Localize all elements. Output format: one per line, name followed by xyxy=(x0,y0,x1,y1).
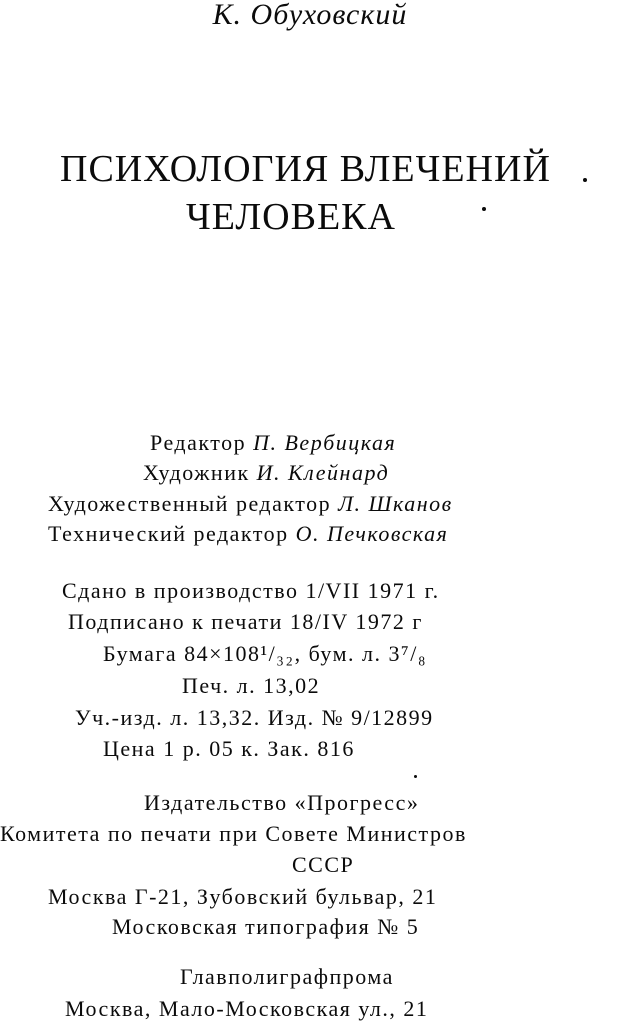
imprint-line: Печ. л. 13,02 xyxy=(182,673,321,698)
imprint-line: Сдано в производство 1/VII 1971 г. xyxy=(62,578,440,603)
stray-dot xyxy=(583,178,587,182)
credit-art-editor xyxy=(48,493,453,515)
imprint-line: Подписано к печати 18/IV 1972 г xyxy=(68,609,423,634)
publisher-line: Московская типография № 5 xyxy=(112,914,420,939)
publisher-line: Издательство «Прогресс» xyxy=(144,790,420,815)
stray-dot xyxy=(482,207,486,211)
credit-tech-editor xyxy=(48,523,448,545)
printer-line: Москва, Мало-Московская ул., 21 xyxy=(65,996,429,1021)
imprint-line: Бумага 84×108¹/₃₂, бум. л. 3⁷/₈ xyxy=(103,641,427,666)
credit-role: Редактор xyxy=(150,430,247,455)
credit-role: Технический редактор xyxy=(48,521,289,546)
imprint-line: Уч.-изд. л. 13,32. Изд. № 9/12899 xyxy=(75,705,434,730)
credit-role: Художественный редактор xyxy=(48,491,332,516)
stray-dot xyxy=(414,775,417,778)
book-title-line-1: ПСИХОЛОГИЯ ВЛЕЧЕНИЙ xyxy=(60,148,551,190)
credit-editor xyxy=(150,432,396,454)
imprint-line: Цена 1 р. 05 к. Зак. 816 xyxy=(103,736,355,761)
publisher-line: Комитета по печати при Совете Министров xyxy=(0,821,467,846)
printer-line: Главполиграфпрома xyxy=(180,964,394,989)
author-name: К. Обуховский xyxy=(212,0,408,31)
publisher-line: Москва Г-21, Зубовский бульвар, 21 xyxy=(48,884,438,909)
credit-name: Л. Шканов xyxy=(338,491,453,516)
credit-role: Художник xyxy=(143,460,250,485)
credit-name: И. Клейнард xyxy=(256,460,390,485)
credit-name: П. Вербицкая xyxy=(253,430,397,455)
credit-name: О. Печковская xyxy=(295,521,449,546)
book-title-line-2: ЧЕЛОВЕКА xyxy=(186,196,396,238)
credit-artist xyxy=(143,462,389,484)
publisher-line: СССР xyxy=(292,852,355,877)
